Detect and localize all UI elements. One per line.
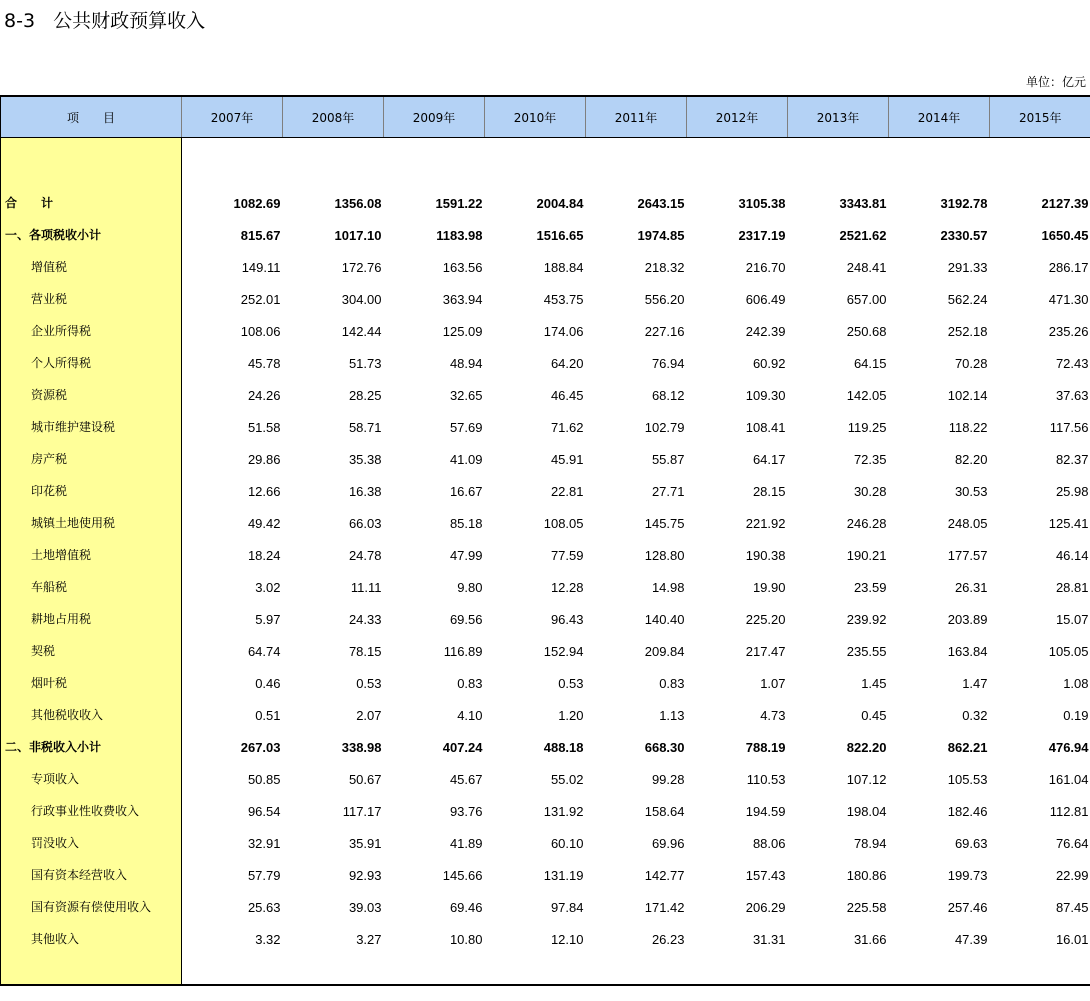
value-cell: 0.46 — [255, 675, 281, 691]
value-cell: 221.92 — [745, 515, 786, 531]
item-cell — [1, 950, 182, 985]
value-cell: 72.43 — [1055, 355, 1089, 371]
value-cell: 60.10 — [550, 835, 584, 851]
value-cell: 102.14 — [947, 387, 988, 403]
value-cell: 2521.62 — [839, 227, 887, 243]
row-label: 城市维护建设税 — [1, 406, 182, 438]
value-cell: 142.44 — [341, 323, 382, 339]
value-cell: 19.90 — [752, 579, 786, 595]
value-cell: 199.73 — [947, 867, 988, 883]
value-cell: 72.35 — [853, 451, 887, 467]
value-cell: 2317.19 — [738, 227, 786, 243]
value-cell: 60.92 — [752, 355, 786, 371]
value-cell: 125.09 — [442, 323, 483, 339]
value-cell: 57.69 — [449, 419, 483, 435]
value-cell: 25.63 — [247, 899, 281, 915]
value-cell: 119.25 — [847, 419, 887, 435]
row-label: 耕地占用税 — [1, 598, 182, 630]
value-cell: 35.91 — [348, 835, 382, 851]
value-cell: 55.87 — [651, 451, 685, 467]
value-cell: 50.85 — [247, 771, 281, 787]
value-cell: 190.38 — [745, 547, 786, 563]
value-cell: 16.67 — [449, 483, 483, 499]
table-row — [1, 790, 1090, 822]
value-cell: 28.81 — [1055, 579, 1089, 595]
row-label: 其他税收收入 — [1, 694, 182, 726]
value-cell: 76.94 — [651, 355, 685, 371]
value-cell: 35.38 — [348, 451, 382, 467]
row-label: 一、各项税收小计 — [1, 214, 182, 246]
value-cell: 12.66 — [247, 483, 281, 499]
value-cell: 158.64 — [644, 803, 685, 819]
value-cell: 125.41 — [1048, 515, 1089, 531]
table-row — [1, 502, 1090, 534]
revenue-table-container — [0, 95, 1090, 986]
value-cell: 235.26 — [1048, 323, 1089, 339]
value-cell: 0.83 — [457, 675, 483, 691]
value-cell: 3.32 — [255, 931, 281, 947]
value-cell: 131.92 — [543, 803, 584, 819]
value-cell: 12.28 — [550, 579, 584, 595]
value-cell: 64.15 — [853, 355, 887, 371]
value-cell: 1.07 — [760, 675, 786, 691]
row-label: 国有资本经营收入 — [1, 854, 182, 886]
header-year: 2013年 — [788, 96, 889, 138]
value-cell: 45.67 — [449, 771, 483, 787]
value-cell: 37.63 — [1055, 387, 1089, 403]
row-label: 其他收入 — [1, 918, 182, 950]
value-cell: 1.13 — [659, 707, 685, 723]
value-cell: 116.89 — [443, 643, 483, 659]
value-cell: 22.81 — [550, 483, 584, 499]
header-year: 2007年 — [182, 96, 283, 138]
value-cell: 78.94 — [853, 835, 887, 851]
value-cell: 3105.38 — [738, 195, 786, 211]
value-cell: 1.20 — [558, 707, 584, 723]
value-cell: 11.11 — [350, 579, 382, 595]
value-cell: 140.40 — [644, 611, 685, 627]
value-cell: 49.42 — [247, 515, 281, 531]
value-cell: 252.18 — [947, 323, 988, 339]
value-cell: 3.27 — [356, 931, 382, 947]
revenue-table — [0, 95, 1090, 986]
value-cell: 51.73 — [348, 355, 382, 371]
value-cell: 286.17 — [1048, 259, 1089, 275]
row-label: 印花税 — [1, 470, 182, 502]
table-row — [1, 438, 1090, 470]
value-cell: 58.71 — [348, 419, 382, 435]
row-label: 专项收入 — [1, 758, 182, 790]
value-cell: 97.84 — [550, 899, 584, 915]
value-cell: 225.20 — [745, 611, 786, 627]
header-year: 2009年 — [384, 96, 485, 138]
value-cell: 32.65 — [449, 387, 483, 403]
value-cell: 1356.08 — [334, 195, 382, 211]
value-cell: 1183.98 — [436, 227, 483, 243]
value-cell: 250.68 — [846, 323, 887, 339]
value-cell: 1516.65 — [536, 227, 584, 243]
value-cell: 203.89 — [947, 611, 988, 627]
table-row — [1, 374, 1090, 406]
value-cell: 107.12 — [846, 771, 887, 787]
value-cell: 57.79 — [247, 867, 281, 883]
value-cell: 291.33 — [947, 259, 988, 275]
value-cell: 3343.81 — [839, 195, 887, 211]
value-cell: 488.18 — [543, 739, 584, 755]
value-cell: 177.57 — [947, 547, 988, 563]
table-row — [1, 886, 1090, 918]
value-cell: 48.94 — [449, 355, 483, 371]
header-year: 2011年 — [586, 96, 687, 138]
value-cell: 105.53 — [947, 771, 988, 787]
table-row — [1, 470, 1090, 502]
value-cell: 24.26 — [247, 387, 281, 403]
table-row — [1, 662, 1090, 694]
value-cell: 862.21 — [947, 739, 988, 755]
value-cell: 152.94 — [543, 643, 584, 659]
value-cell: 105.05 — [1048, 643, 1089, 659]
value-cell: 18.24 — [247, 547, 281, 563]
value-cell: 163.84 — [947, 643, 988, 659]
value-cell: 194.59 — [745, 803, 786, 819]
value-cell: 76.64 — [1055, 835, 1089, 851]
value-cell: 476.94 — [1048, 739, 1089, 755]
value-cell: 4.73 — [760, 707, 786, 723]
value-cell: 217.47 — [745, 643, 786, 659]
value-cell: 145.66 — [442, 867, 483, 883]
value-cell: 157.43 — [745, 867, 786, 883]
table-row — [1, 918, 1090, 950]
value-cell: 668.30 — [644, 739, 685, 755]
value-cell: 55.02 — [550, 771, 584, 787]
row-label: 企业所得税 — [1, 310, 182, 342]
value-cell: 112.81 — [1049, 803, 1089, 819]
row-label: 资源税 — [1, 374, 182, 406]
value-cell: 69.96 — [651, 835, 685, 851]
table-body — [1, 138, 1090, 985]
table-row — [1, 854, 1090, 886]
value-cell: 3192.78 — [940, 195, 988, 211]
value-cell: 29.86 — [247, 451, 281, 467]
row-label: 城镇土地使用税 — [1, 502, 182, 534]
table-row — [1, 758, 1090, 790]
value-cell: 68.12 — [651, 387, 685, 403]
value-cell: 0.53 — [356, 675, 382, 691]
value-cell: 788.19 — [745, 739, 786, 755]
row-label: 二、非税收入小计 — [1, 726, 182, 758]
value-cell: 102.79 — [644, 419, 685, 435]
value-cell: 2004.84 — [536, 195, 584, 211]
value-cell: 163.56 — [442, 259, 483, 275]
value-cell: 14.98 — [651, 579, 685, 595]
value-cell: 32.91 — [247, 835, 281, 851]
value-cell: 248.41 — [846, 259, 887, 275]
value-cell: 180.86 — [846, 867, 887, 883]
value-cell: 556.20 — [644, 291, 685, 307]
value-cell: 16.01 — [1055, 931, 1089, 947]
value-cell: 407.24 — [442, 739, 483, 755]
value-cell: 99.28 — [651, 771, 685, 787]
value-cell: 24.78 — [348, 547, 382, 563]
value-cell: 453.75 — [543, 291, 584, 307]
value-cell: 161.04 — [1048, 771, 1089, 787]
value-cell: 206.29 — [745, 899, 786, 915]
value-cell: 190.21 — [846, 547, 887, 563]
value-cell: 142.05 — [846, 387, 887, 403]
value-cell: 27.71 — [651, 483, 685, 499]
table-row — [1, 406, 1090, 438]
value-cell: 235.55 — [846, 643, 887, 659]
value-cell: 1.47 — [962, 675, 988, 691]
value-cell: 471.30 — [1048, 291, 1089, 307]
value-cell: 24.33 — [348, 611, 382, 627]
value-cell: 128.80 — [644, 547, 685, 563]
value-cell: 363.94 — [442, 291, 483, 307]
value-cell: 64.20 — [550, 355, 584, 371]
table-row — [1, 534, 1090, 566]
table-row — [1, 694, 1090, 726]
value-cell: 108.41 — [745, 419, 786, 435]
value-cell: 22.99 — [1055, 867, 1089, 883]
value-cell: 12.10 — [550, 931, 584, 947]
table-row — [1, 182, 1090, 214]
value-cell: 188.84 — [543, 259, 584, 275]
tail-row — [1, 950, 1090, 985]
value-cell: 82.20 — [954, 451, 988, 467]
value-cell: 30.28 — [853, 483, 887, 499]
value-cell: 96.54 — [247, 803, 281, 819]
value-cell: 822.20 — [846, 739, 887, 755]
value-cell: 171.42 — [644, 899, 685, 915]
value-cell: 0.19 — [1063, 707, 1089, 723]
value-cell: 257.46 — [947, 899, 988, 915]
value-cell: 26.23 — [651, 931, 685, 947]
value-cell: 46.14 — [1055, 547, 1089, 563]
value-cell: 606.49 — [745, 291, 786, 307]
value-cell: 118.22 — [948, 419, 988, 435]
value-cell: 96.43 — [550, 611, 584, 627]
value-cell: 2643.15 — [637, 195, 685, 211]
value-cell: 209.84 — [644, 643, 685, 659]
value-cell: 16.38 — [348, 483, 382, 499]
value-cell: 41.89 — [449, 835, 483, 851]
value-cell: 45.78 — [247, 355, 281, 371]
row-label: 罚没收入 — [1, 822, 182, 854]
value-cell: 108.06 — [240, 323, 281, 339]
value-cell: 1591.22 — [435, 195, 483, 211]
value-cell: 1082.69 — [233, 195, 281, 211]
value-cell: 227.16 — [644, 323, 685, 339]
header-year: 2015年 — [990, 96, 1090, 138]
value-cell: 252.01 — [240, 291, 281, 307]
value-cell: 1650.45 — [1041, 227, 1089, 243]
value-cell: 131.19 — [543, 867, 584, 883]
value-cell: 9.80 — [457, 579, 483, 595]
header-year: 2014年 — [889, 96, 990, 138]
item-cell — [1, 138, 182, 182]
value-cell: 225.58 — [846, 899, 887, 915]
value-cell: 77.59 — [550, 547, 584, 563]
row-label: 营业税 — [1, 278, 182, 310]
value-cell: 39.03 — [348, 899, 382, 915]
header-year: 2008年 — [283, 96, 384, 138]
row-label: 烟叶税 — [1, 662, 182, 694]
value-cell: 50.67 — [348, 771, 382, 787]
value-cell: 10.80 — [449, 931, 483, 947]
value-cell: 45.91 — [550, 451, 584, 467]
table-row — [1, 310, 1090, 342]
value-cell: 66.03 — [348, 515, 382, 531]
table-row — [1, 342, 1090, 374]
value-cell: 85.18 — [449, 515, 483, 531]
value-cell: 23.59 — [853, 579, 887, 595]
unit-label: 单位：亿元 — [1025, 75, 1086, 89]
row-label: 房产税 — [1, 438, 182, 470]
value-cell: 815.67 — [240, 227, 281, 243]
header-year: 2010年 — [485, 96, 586, 138]
table-row — [1, 214, 1090, 246]
row-label: 行政事业性收费收入 — [1, 790, 182, 822]
value-cell: 1.45 — [861, 675, 887, 691]
value-cell: 5.97 — [255, 611, 281, 627]
value-cell: 47.39 — [954, 931, 988, 947]
spacer-row — [1, 138, 1090, 182]
header-item-label: 项 目 — [1, 96, 182, 138]
value-cell: 28.25 — [348, 387, 382, 403]
value-cell: 69.63 — [954, 835, 988, 851]
value-cell: 110.53 — [746, 771, 786, 787]
value-cell: 1.08 — [1063, 675, 1089, 691]
value-cell: 26.31 — [954, 579, 988, 595]
value-cell: 246.28 — [846, 515, 887, 531]
table-row — [1, 278, 1090, 310]
value-cell: 562.24 — [947, 291, 988, 307]
header-row — [1, 96, 1090, 138]
page-title: 8-3 公共财政预算收入 — [4, 10, 206, 32]
value-cell: 0.51 — [255, 707, 281, 723]
table-row — [1, 566, 1090, 598]
value-cell: 182.46 — [947, 803, 988, 819]
value-cell: 28.15 — [752, 483, 786, 499]
value-cell: 2127.39 — [1041, 195, 1089, 211]
value-cell: 0.83 — [659, 675, 685, 691]
value-cell: 109.30 — [745, 387, 786, 403]
value-cell: 145.75 — [644, 515, 685, 531]
value-cell: 31.66 — [853, 931, 887, 947]
value-cell: 78.15 — [348, 643, 382, 659]
value-cell: 15.07 — [1055, 611, 1089, 627]
value-cell: 0.32 — [962, 707, 988, 723]
value-cell: 1017.10 — [334, 227, 382, 243]
value-cell: 108.05 — [543, 515, 584, 531]
value-cell: 87.45 — [1055, 899, 1089, 915]
table-row — [1, 246, 1090, 278]
value-cell: 30.53 — [954, 483, 988, 499]
value-cell: 0.53 — [558, 675, 584, 691]
value-cell: 31.31 — [752, 931, 786, 947]
value-cell: 117.56 — [1049, 419, 1089, 435]
value-cell: 69.56 — [449, 611, 483, 627]
blank-cell — [182, 950, 1090, 985]
value-cell: 71.62 — [550, 419, 584, 435]
row-label: 增值税 — [1, 246, 182, 278]
value-cell: 218.32 — [644, 259, 685, 275]
value-cell: 216.70 — [745, 259, 786, 275]
value-cell: 198.04 — [846, 803, 887, 819]
value-cell: 1974.85 — [637, 227, 685, 243]
value-cell: 4.10 — [457, 707, 483, 723]
value-cell: 47.99 — [449, 547, 483, 563]
row-label: 国有资源有偿使用收入 — [1, 886, 182, 918]
value-cell: 248.05 — [947, 515, 988, 531]
value-cell: 92.93 — [348, 867, 382, 883]
value-cell: 88.06 — [752, 835, 786, 851]
value-cell: 2330.57 — [940, 227, 988, 243]
value-cell: 64.17 — [752, 451, 786, 467]
blank-cell — [182, 138, 1090, 182]
value-cell: 46.45 — [550, 387, 584, 403]
value-cell: 117.17 — [342, 803, 382, 819]
value-cell: 2.07 — [356, 707, 382, 723]
value-cell: 25.98 — [1055, 483, 1089, 499]
value-cell: 657.00 — [846, 291, 887, 307]
value-cell: 51.58 — [247, 419, 281, 435]
header-year: 2012年 — [687, 96, 788, 138]
value-cell: 3.02 — [255, 579, 281, 595]
value-cell: 69.46 — [449, 899, 483, 915]
value-cell: 239.92 — [846, 611, 887, 627]
value-cell: 304.00 — [341, 291, 382, 307]
value-cell: 172.76 — [341, 259, 382, 275]
value-cell: 70.28 — [954, 355, 988, 371]
value-cell: 149.11 — [241, 259, 281, 275]
table-row — [1, 822, 1090, 854]
row-label: 个人所得税 — [1, 342, 182, 374]
table-row — [1, 598, 1090, 630]
value-cell: 41.09 — [449, 451, 483, 467]
value-cell: 82.37 — [1055, 451, 1089, 467]
value-cell: 64.74 — [247, 643, 281, 659]
value-cell: 267.03 — [240, 739, 281, 755]
row-label: 土地增值税 — [1, 534, 182, 566]
table-row — [1, 630, 1090, 662]
value-cell: 242.39 — [745, 323, 786, 339]
row-label: 合 计 — [1, 182, 182, 214]
value-cell: 0.45 — [861, 707, 887, 723]
table-row — [1, 726, 1090, 758]
value-cell: 93.76 — [449, 803, 483, 819]
value-cell: 174.06 — [543, 323, 584, 339]
row-label: 契税 — [1, 630, 182, 662]
row-label: 车船税 — [1, 566, 182, 598]
value-cell: 142.77 — [644, 867, 685, 883]
value-cell: 338.98 — [341, 739, 382, 755]
